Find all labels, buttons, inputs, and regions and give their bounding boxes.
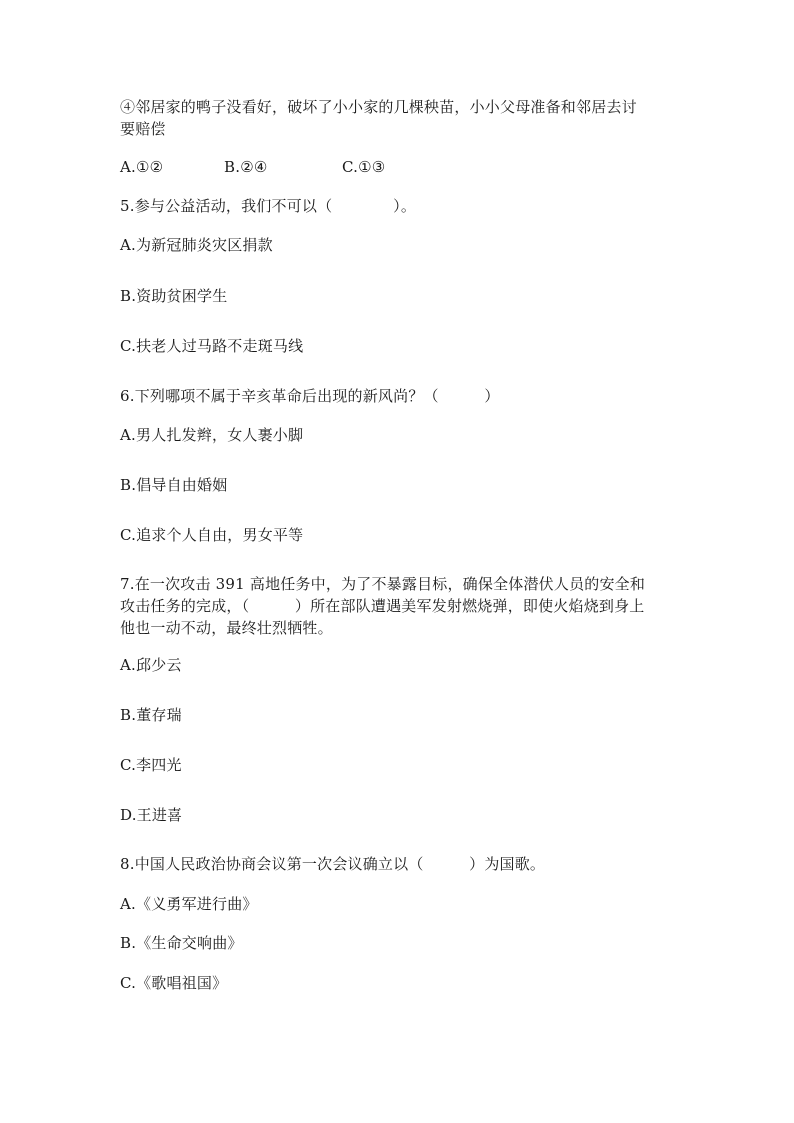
q7-option-c[interactable]: C.李四光 [120,756,182,774]
q7-stem-line-1: 7.在一次攻击 391 高地任务中，为了不暴露目标，确保全体潜伏人员的安全和 [120,575,646,593]
q7-stem-line-3: 他也一动不动，最终壮烈牺牲。 [120,619,333,637]
q6-option-b[interactable]: B.倡导自由婚姻 [120,476,228,494]
q7-option-a[interactable]: A.邱少云 [120,656,182,674]
q5-option-a[interactable]: A.为新冠肺炎灾区捐款 [120,236,273,254]
q6-option-c[interactable]: C.追求个人自由，男女平等 [120,526,304,544]
q4-options [120,157,385,177]
q4-option-a[interactable]: A.①② [120,158,164,176]
q4-stem-line-2: 要赔偿 [120,120,166,138]
q7-stem-line-2: 攻击任务的完成，（ ）所在部队遭遇美军发射燃烧弹，即使火焰烧到身上 [120,597,645,615]
q7-option-d[interactable]: D.王进喜 [120,806,183,824]
q8-stem: 8.中国人民政治协商会议第一次会议确立以（ ）为国歌。 [120,855,546,873]
q8-option-a[interactable]: A.《义勇军进行曲》 [120,895,258,913]
q8-option-c[interactable]: C.《歌唱祖国》 [120,974,228,992]
q8-option-b[interactable]: B.《生命交响曲》 [120,934,243,952]
q6-option-a[interactable]: A.男人扎发辫，女人裹小脚 [120,426,304,444]
q5-option-b[interactable]: B.资助贫困学生 [120,287,228,305]
q5-stem: 5.参与公益活动，我们不可以（ ）。 [120,197,417,215]
q6-stem: 6.下列哪项不属于辛亥革命后出现的新风尚？（ ） [120,387,500,405]
q4-option-c[interactable]: C.①③ [342,158,386,176]
q4-stem-line-1: ④邻居家的鸭子没看好，破坏了小小家的几棵秧苗，小小父母准备和邻居去讨 [120,98,637,116]
q5-option-c[interactable]: C.扶老人过马路不走斑马线 [120,337,304,355]
q7-option-b[interactable]: B.董存瑞 [120,706,182,724]
q4-option-b[interactable]: B.②④ [224,158,268,176]
